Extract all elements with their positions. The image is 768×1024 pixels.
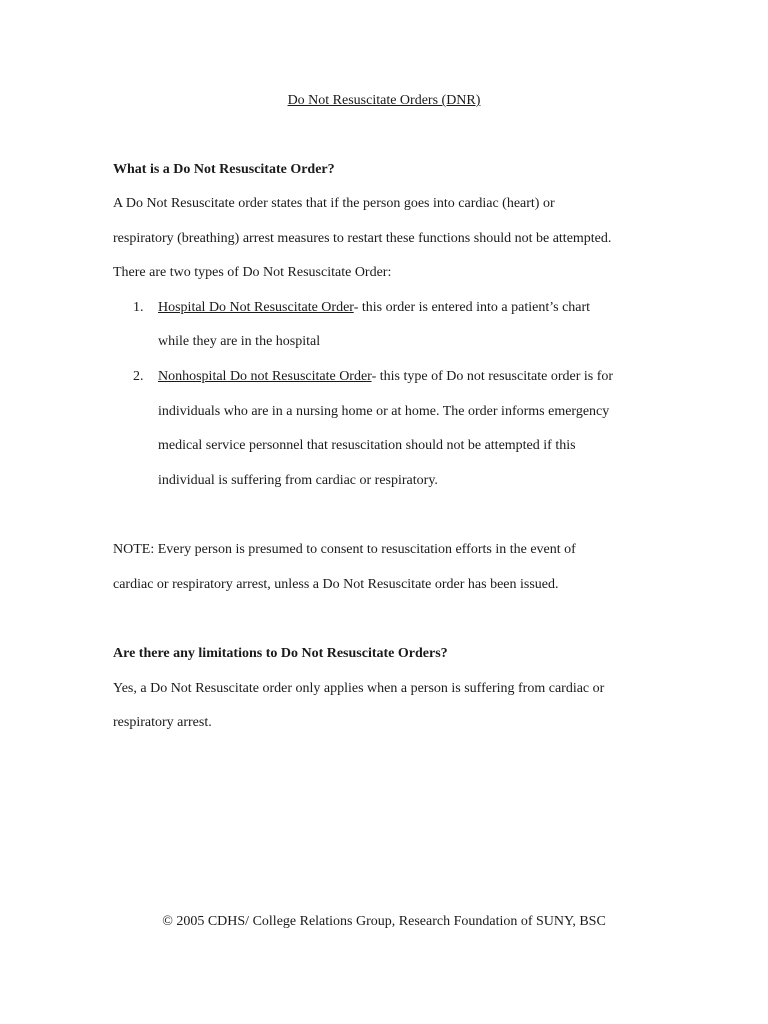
list-item-term: Nonhospital Do not Resuscitate Order — [158, 369, 372, 384]
note-line: cardiac or respiratory arrest, unless a Do Not Resuscitate order has been issued. — [113, 577, 559, 592]
note-line: NOTE: Every person is presumed to consent to resuscitation efforts in the event of — [113, 542, 576, 557]
paragraph-line: A Do Not Resuscitate order states that if the person goes into cardiac (heart) or — [113, 196, 555, 211]
list-item-term: Hospital Do Not Resuscitate Order — [158, 300, 354, 315]
list-item-line: individuals who are in a nursing home or at home. The order informs emergency — [158, 404, 610, 419]
paragraph-line: Yes, a Do Not Resuscitate order only applies when a person is suffering from cardiac or — [113, 681, 605, 696]
list-item-line — [158, 299, 590, 317]
section-heading-what-is-dnr: What is a Do Not Resuscitate Order? — [113, 162, 335, 177]
list-item-line — [158, 368, 613, 386]
list-item-number: 2. — [133, 369, 144, 384]
list-item-number: 1. — [133, 300, 144, 315]
footer-copyright: © 2005 CDHS/ College Relations Group, Research Foundation of SUNY, BSC — [162, 914, 606, 929]
page-title: Do Not Resuscitate Orders (DNR) — [287, 93, 481, 108]
list-item-text: - this order is entered into a patient’s chart — [353, 300, 591, 315]
list-item-line: individual is suffering from cardiac or respiratory. — [158, 473, 438, 488]
list-item-line: medical service personnel that resuscitation should not be attempted if this — [158, 438, 576, 453]
paragraph-line: respiratory (breathing) arrest measures to restart these functions should not be attempted. — [113, 231, 612, 246]
section-heading-limitations: Are there any limitations to Do Not Resuscitate Orders? — [113, 646, 448, 661]
list-item-text: - this type of Do not resuscitate order is for — [371, 369, 614, 384]
paragraph-line: respiratory arrest. — [113, 715, 212, 730]
paragraph-line: There are two types of Do Not Resuscitate Order: — [113, 265, 392, 280]
list-item-line: while they are in the hospital — [158, 334, 321, 349]
